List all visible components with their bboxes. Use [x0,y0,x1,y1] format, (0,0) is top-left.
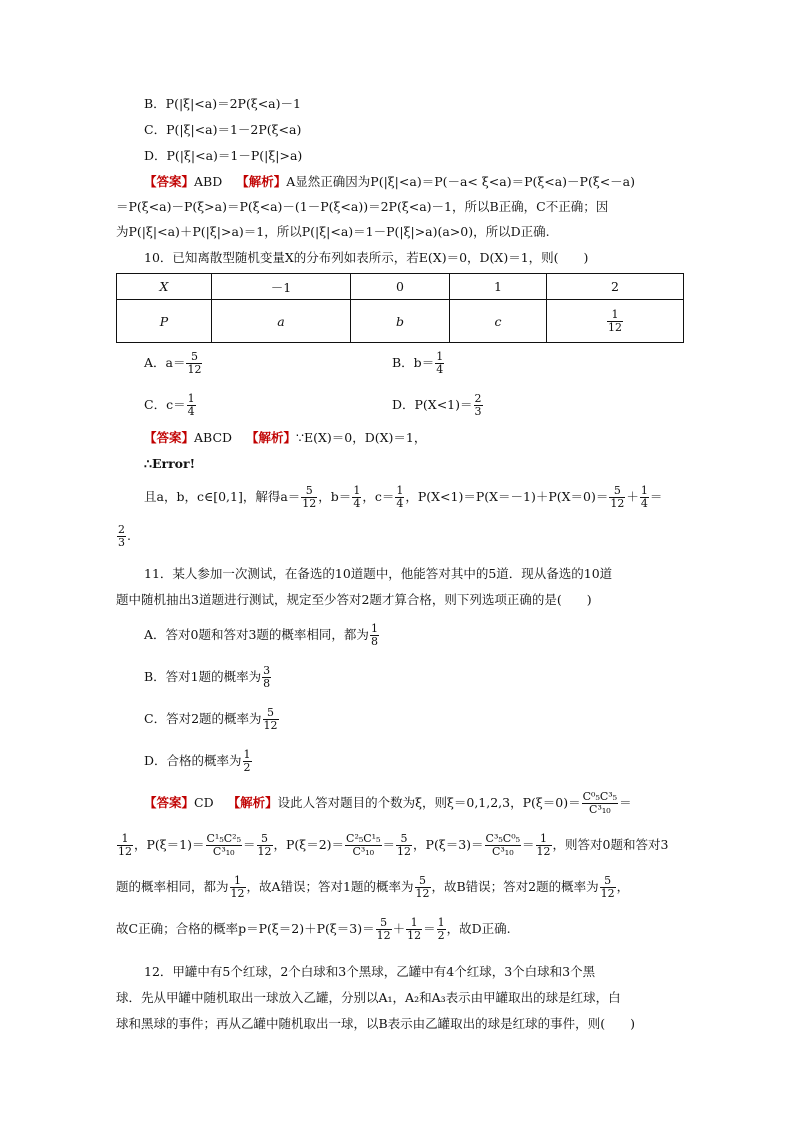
explanation-tag: 【解析】 [236,174,287,189]
q11-stem-line1: 11．某人参加一次测试，在备选的10道题中，他能答对其中的5道．现从备选的10道 [144,566,613,581]
q11-option-a: A．答对0题和答对3题的概率相同，都为 $\frac{1}{8}$ [144,622,378,648]
explanation-tag: 【解析】 [227,795,278,810]
q11-option-c: C．答对2题的概率为 $\frac{5}{12}$ [144,706,278,732]
explanation-text: 设此人答对题目的个数为ξ，则ξ＝0,1,2,3，P(ξ＝0)＝ [277,795,581,810]
q11-explanation-line3: 题的概率相同，都为 $\frac{1}{12}$ ，故A错误；答对1题的概率为 $\frac{5}{12}$ ，故B错误；答对2题的概率为 $\frac{5}{12}$ ， [116,874,630,900]
q10-option-c: C．c＝ $\frac{1}{4}$ [144,392,195,418]
q10-answer-line [144,430,426,446]
table-cell: 0 [351,274,450,300]
table-row [117,300,684,343]
q12-stem-line1: 12．甲罐中有5个红球，2个白球和3个黑球，乙罐中有4个红球，3个白球和3个黑 [144,964,596,979]
q11-answer-line: 【答案】CD 【解析】设此人答对题目的个数为ξ，则ξ＝0,1,2,3，P(ξ＝0)＝ $\frac{\text{C⁰₅C³₅}}{\text{C³₁₀}}$ ＝ [144,790,632,816]
answer-value: ABCD [194,430,233,445]
q9-answer-line [144,174,635,190]
q10-stem: 10．已知离散型随机变量X的分布列如表所示，若E(X)＝0，D(X)＝1，则( ) [144,250,589,265]
q12-stem-line2: 球．先从甲罐中随机取出一球放入乙罐，分别以A₁，A₂和A₃表示由甲罐取出的球是红球，白 [116,990,621,1005]
q9-option-c: C．P(|ξ|<a)＝1－2P(ξ<a) [144,122,302,137]
answer-value: ABD [194,174,223,189]
table-cell: X [117,274,212,300]
q10-option-a: A．a＝ $\frac{5}{12}$ [144,350,202,376]
error-text: ∴Error! [144,456,196,471]
q11-stem-line2: 题中随机抽出3道题进行测试，规定至少答对2题才算合格，则下列选项正确的是( ) [116,592,592,607]
table-cell [547,300,684,343]
table-cell: a [212,300,351,343]
table-cell: b [351,300,450,343]
q10-option-b: B．b＝ $\frac{1}{4}$ [392,350,444,376]
table-cell: 2 [547,274,684,300]
distribution-table [116,273,684,343]
answer-tag: 【答案】 [144,174,195,189]
q12-stem-line3: 球和黑球的事件；再从乙罐中随机取出一球，以B表示由乙罐取出的球是红球的事件，则( ) [116,1016,635,1031]
explanation-tag: 【解析】 [246,430,297,445]
answer-tag: 【答案】 [144,795,195,810]
explanation-text: ∵E(X)＝0，D(X)＝1， [296,430,427,445]
q11-explanation-line2: $\frac{1}{12}$ ，P(ξ＝1)＝ $\frac{\text{C¹₅C²₅}}{\text{C³₁₀}}$ ＝ $\frac{5}{12}$ ，P(ξ＝2)＝ $\frac{\text{C²₅C¹₅}}{\text{C³₁₀}}$ ＝ $\frac{5}{12}$ ，P(ξ＝3)＝ $\frac{\text{C³₅C⁰₅}}{\text{C³₁₀}}$ ＝ $\frac{1}{12}$ ，则答对0题和答对3 [118,832,669,858]
q11-option-b: B．答对1题的概率为 $\frac{3}{8}$ [144,664,271,690]
table-cell: －1 [212,274,351,300]
table-cell: c [450,300,547,343]
q9-explanation-line2: ＝P(ξ<a)－P(ξ>a)＝P(ξ<a)－(1－P(ξ<a))＝2P(ξ<a)－1，所以B正确，C不正确；因 [116,199,609,214]
explanation-text: A显然正确因为P(|ξ|<a)＝P(－a< ξ<a)＝P(ξ<a)－P(ξ<－a) [286,174,636,189]
q10-explanation-line2: 且a，b，c∈[0,1]，解得a＝ $\frac{5}{12}$ ，b＝ $\frac{1}{4}$ ，c＝ $\frac{1}{4}$ ，P(X<1)＝P(X＝－1)＋P(X＝0)＝ $\frac{5}{12}$ ＋ $\frac{1}{4}$ ＝ [144,484,663,510]
table-cell: P [117,300,212,343]
table-cell: 1 [450,274,547,300]
answer-tag: 【答案】 [144,430,195,445]
answer-value: CD [194,795,214,810]
q9-explanation-line3: 为P(|ξ|<a)＋P(|ξ|>a)＝1，所以P(|ξ|<a)＝1－P(|ξ|>a)(a>0)，所以D正确. [116,224,550,239]
q10-option-d: D．P(X<1)＝ $\frac{2}{3}$ [392,392,482,418]
q9-option-b: B．P(|ξ|<a)＝2P(ξ<a)－1 [144,96,301,111]
q11-option-d: D．合格的概率为 $\frac{1}{2}$ [144,748,251,774]
q9-option-d: D．P(|ξ|<a)＝1－P(|ξ|>a) [144,148,303,163]
table-row [117,274,684,300]
q11-explanation-line4: 故C正确；合格的概率p＝P(ξ＝2)＋P(ξ＝3)＝ $\frac{5}{12}$ ＋ $\frac{1}{12}$ ＝ $\frac{1}{2}$ ，故D正确. [116,916,511,942]
fraction: $\frac{1}{12}$ [608,307,622,334]
q10-explanation-line3: $\frac{2}{3}$ . [118,523,131,549]
